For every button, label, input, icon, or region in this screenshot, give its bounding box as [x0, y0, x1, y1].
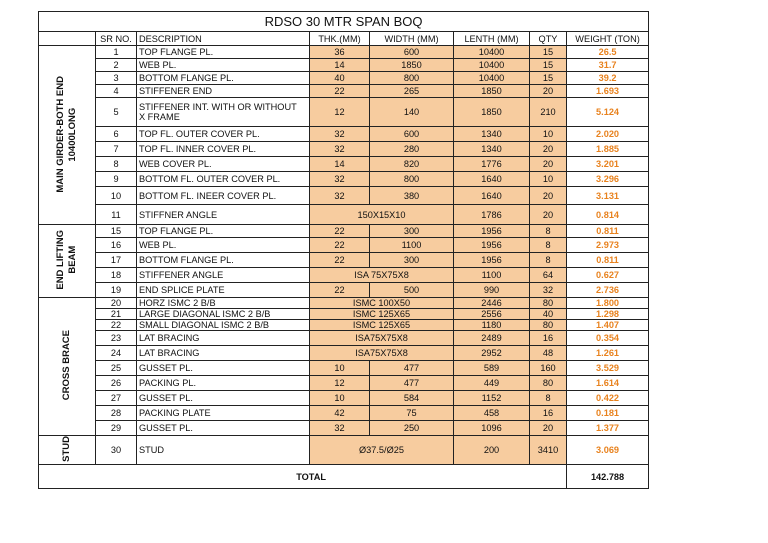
row-width: 380	[370, 187, 454, 205]
row-qty: 3410	[530, 436, 567, 465]
row-width: 477	[370, 376, 454, 391]
row-qty: 10	[530, 127, 567, 142]
header-description: DESCRIPTION	[137, 32, 310, 46]
row-qty: 20	[530, 157, 567, 172]
row-weight: 0.814	[567, 205, 649, 225]
row-weight: 2.973	[567, 238, 649, 253]
row-sr: 9	[96, 172, 137, 187]
row-length: 1850	[454, 85, 530, 98]
row-description: PACKING PL.	[137, 376, 310, 391]
row-weight: 2.020	[567, 127, 649, 142]
row-sr: 5	[96, 98, 137, 127]
row-thickness: 12	[310, 98, 370, 127]
row-length: 1340	[454, 142, 530, 157]
row-length: 1640	[454, 187, 530, 205]
row-weight: 1.261	[567, 346, 649, 361]
row-qty: 15	[530, 72, 567, 85]
row-width: 1100	[370, 238, 454, 253]
total-value: 142.788	[567, 465, 649, 489]
row-sr: 29	[96, 421, 137, 436]
row-description: PACKING PLATE	[137, 406, 310, 421]
row-length: 589	[454, 361, 530, 376]
row-qty: 160	[530, 361, 567, 376]
row-qty: 8	[530, 391, 567, 406]
row-thickness: 22	[310, 225, 370, 238]
row-section: Ø37.5/Ø25	[310, 436, 454, 465]
row-qty: 16	[530, 331, 567, 346]
row-sr: 4	[96, 85, 137, 98]
row-sr: 1	[96, 46, 137, 59]
row-weight: 3.529	[567, 361, 649, 376]
row-section: ISA 75X75X8	[310, 268, 454, 283]
row-description-line2: X FRAME	[139, 112, 180, 122]
row-description: BOTTOM FLANGE PL.	[137, 72, 310, 85]
row-weight: 1.693	[567, 85, 649, 98]
row-section: ISMC 125X65	[310, 309, 454, 320]
row-weight: 1.885	[567, 142, 649, 157]
row-weight: 2.736	[567, 283, 649, 298]
row-sr: 28	[96, 406, 137, 421]
row-length: 1640	[454, 172, 530, 187]
row-qty: 80	[530, 376, 567, 391]
row-description: BOTTOM FL. OUTER COVER PL.	[137, 172, 310, 187]
header-length: LENTH (MM)	[454, 32, 530, 46]
row-sr: 3	[96, 72, 137, 85]
row-description: HORZ ISMC 2 B/B	[137, 298, 310, 309]
row-width: 500	[370, 283, 454, 298]
row-length: 458	[454, 406, 530, 421]
row-weight: 1.407	[567, 320, 649, 331]
row-description: TOP FL. OUTER COVER PL.	[137, 127, 310, 142]
row-length: 2952	[454, 346, 530, 361]
row-description: LAT BRACING	[137, 346, 310, 361]
row-length: 990	[454, 283, 530, 298]
row-thickness: 32	[310, 172, 370, 187]
row-description: STIFFENER END	[137, 85, 310, 98]
row-thickness: 10	[310, 361, 370, 376]
row-weight: 3.131	[567, 187, 649, 205]
row-sr: 18	[96, 268, 137, 283]
row-thickness: 32	[310, 127, 370, 142]
row-weight: 0.811	[567, 253, 649, 268]
row-weight: 5.124	[567, 98, 649, 127]
row-width: 1850	[370, 59, 454, 72]
group-end-lifting-beam	[39, 225, 96, 298]
row-qty: 20	[530, 85, 567, 98]
row-width: 300	[370, 225, 454, 238]
group-stud	[39, 436, 96, 465]
row-width: 140	[370, 98, 454, 127]
row-description: BOTTOM FLANGE PL.	[137, 253, 310, 268]
row-length: 1956	[454, 238, 530, 253]
total-label: TOTAL	[39, 465, 567, 489]
row-description: WEB COVER PL.	[137, 157, 310, 172]
row-sr: 6	[96, 127, 137, 142]
boq-table	[38, 11, 649, 489]
row-qty: 32	[530, 283, 567, 298]
row-length: 2556	[454, 309, 530, 320]
row-length: 1956	[454, 225, 530, 238]
row-sr: 2	[96, 59, 137, 72]
row-length: 1152	[454, 391, 530, 406]
row-weight: 3.201	[567, 157, 649, 172]
row-length: 10400	[454, 46, 530, 59]
row-sr: 11	[96, 205, 137, 225]
row-section: ISA75X75X8	[310, 346, 454, 361]
row-width: 300	[370, 253, 454, 268]
row-weight: 3.296	[567, 172, 649, 187]
row-sr: 21	[96, 309, 137, 320]
row-sr: 27	[96, 391, 137, 406]
row-description: STIFFNER ANGLE	[137, 205, 310, 225]
group-cross-brace	[39, 298, 96, 436]
row-width: 600	[370, 127, 454, 142]
row-thickness: 32	[310, 187, 370, 205]
row-length: 2489	[454, 331, 530, 346]
row-sr: 8	[96, 157, 137, 172]
row-description	[137, 98, 310, 127]
row-description: TOP FLANGE PL.	[137, 46, 310, 59]
row-weight: 3.069	[567, 436, 649, 465]
row-sr: 23	[96, 331, 137, 346]
row-thickness: 40	[310, 72, 370, 85]
row-weight: 0.354	[567, 331, 649, 346]
row-description: BOTTOM FL. INEER COVER PL.	[137, 187, 310, 205]
row-thickness: 14	[310, 59, 370, 72]
row-qty: 20	[530, 142, 567, 157]
row-description: STIFFENER ANGLE	[137, 268, 310, 283]
header-weight: WEIGHT (TON)	[567, 32, 649, 46]
row-section: ISMC 125X65	[310, 320, 454, 331]
row-qty: 20	[530, 187, 567, 205]
row-qty: 15	[530, 46, 567, 59]
row-qty: 64	[530, 268, 567, 283]
row-description: TOP FL. INNER COVER PL.	[137, 142, 310, 157]
row-sr: 24	[96, 346, 137, 361]
row-weight: 0.422	[567, 391, 649, 406]
row-length: 2446	[454, 298, 530, 309]
header-sr-no: SR NO.	[96, 32, 137, 46]
row-description: END SPLICE PLATE	[137, 283, 310, 298]
row-width: 265	[370, 85, 454, 98]
header-width: WIDTH (MM)	[370, 32, 454, 46]
row-qty: 16	[530, 406, 567, 421]
row-length: 449	[454, 376, 530, 391]
row-qty: 8	[530, 253, 567, 268]
row-description: GUSSET PL.	[137, 361, 310, 376]
row-thickness: 14	[310, 157, 370, 172]
row-width: 600	[370, 46, 454, 59]
row-thickness: 32	[310, 142, 370, 157]
row-length: 1956	[454, 253, 530, 268]
row-description: WEB PL.	[137, 59, 310, 72]
row-weight: 26.5	[567, 46, 649, 59]
row-qty: 8	[530, 225, 567, 238]
row-thickness: 36	[310, 46, 370, 59]
row-description: LAT BRACING	[137, 331, 310, 346]
row-weight: 1.614	[567, 376, 649, 391]
header-qty: QTY	[530, 32, 567, 46]
group-cross-brace-label: CROSS BRACE	[61, 330, 72, 401]
row-width: 75	[370, 406, 454, 421]
row-thickness: 10	[310, 391, 370, 406]
row-weight: 0.811	[567, 225, 649, 238]
row-length: 1340	[454, 127, 530, 142]
row-section: ISA75X75X8	[310, 331, 454, 346]
row-sr: 15	[96, 225, 137, 238]
row-sr: 7	[96, 142, 137, 157]
row-sr: 26	[96, 376, 137, 391]
row-length: 1180	[454, 320, 530, 331]
group-stud-label: STUD	[61, 436, 72, 462]
row-description: GUSSET PL.	[137, 391, 310, 406]
row-description: TOP FLANGE PL.	[137, 225, 310, 238]
group-main-girder	[39, 46, 96, 225]
row-sr: 17	[96, 253, 137, 268]
row-qty: 8	[530, 238, 567, 253]
row-thickness: 22	[310, 283, 370, 298]
row-weight: 0.627	[567, 268, 649, 283]
row-weight: 39.2	[567, 72, 649, 85]
row-qty: 48	[530, 346, 567, 361]
row-description: WEB PL.	[137, 238, 310, 253]
row-weight: 0.181	[567, 406, 649, 421]
boq-sheet	[38, 11, 648, 519]
group-main-girder-label: MAIN GIRDER-BOTH END 10400LONG	[55, 75, 78, 193]
row-sr: 16	[96, 238, 137, 253]
row-width: 800	[370, 72, 454, 85]
row-thickness: 12	[310, 376, 370, 391]
row-thickness: 22	[310, 253, 370, 268]
row-section: ISMC 100X50	[310, 298, 454, 309]
row-qty: 80	[530, 320, 567, 331]
row-width: 280	[370, 142, 454, 157]
row-width: 584	[370, 391, 454, 406]
row-qty: 40	[530, 309, 567, 320]
row-qty: 80	[530, 298, 567, 309]
row-description: GUSSET PL.	[137, 421, 310, 436]
row-section: 150X15X10	[310, 205, 454, 225]
row-length: 200	[454, 436, 530, 465]
row-qty: 10	[530, 172, 567, 187]
row-sr: 22	[96, 320, 137, 331]
row-weight: 31.7	[567, 59, 649, 72]
row-width: 800	[370, 172, 454, 187]
table-title: RDSO 30 MTR SPAN BOQ	[39, 12, 649, 32]
row-sr: 20	[96, 298, 137, 309]
row-sr: 10	[96, 187, 137, 205]
row-qty: 15	[530, 59, 567, 72]
row-description: LARGE DIAGONAL ISMC 2 B/B	[137, 309, 310, 320]
row-qty: 20	[530, 205, 567, 225]
row-description: SMALL DIAGONAL ISMC 2 B/B	[137, 320, 310, 331]
row-thickness: 22	[310, 238, 370, 253]
group-end-lifting-beam-label: END LIFTING BEAM	[55, 230, 78, 290]
row-length: 1096	[454, 421, 530, 436]
header-blank	[39, 32, 96, 46]
row-thickness: 22	[310, 85, 370, 98]
row-description-line1: STIFFENER INT. WITH OR WITHOUT	[139, 102, 297, 112]
row-width: 820	[370, 157, 454, 172]
row-description: STUD	[137, 436, 310, 465]
row-length: 1100	[454, 268, 530, 283]
row-length: 10400	[454, 59, 530, 72]
header-thickness: THK.(MM)	[310, 32, 370, 46]
row-sr: 19	[96, 283, 137, 298]
row-width: 477	[370, 361, 454, 376]
row-width: 250	[370, 421, 454, 436]
row-weight: 1.800	[567, 298, 649, 309]
row-length: 1776	[454, 157, 530, 172]
row-thickness: 32	[310, 421, 370, 436]
row-qty: 20	[530, 421, 567, 436]
row-weight: 1.298	[567, 309, 649, 320]
row-thickness: 42	[310, 406, 370, 421]
row-sr: 30	[96, 436, 137, 465]
row-length: 10400	[454, 72, 530, 85]
row-qty: 210	[530, 98, 567, 127]
row-sr: 25	[96, 361, 137, 376]
row-weight: 1.377	[567, 421, 649, 436]
row-length: 1850	[454, 98, 530, 127]
row-length: 1786	[454, 205, 530, 225]
